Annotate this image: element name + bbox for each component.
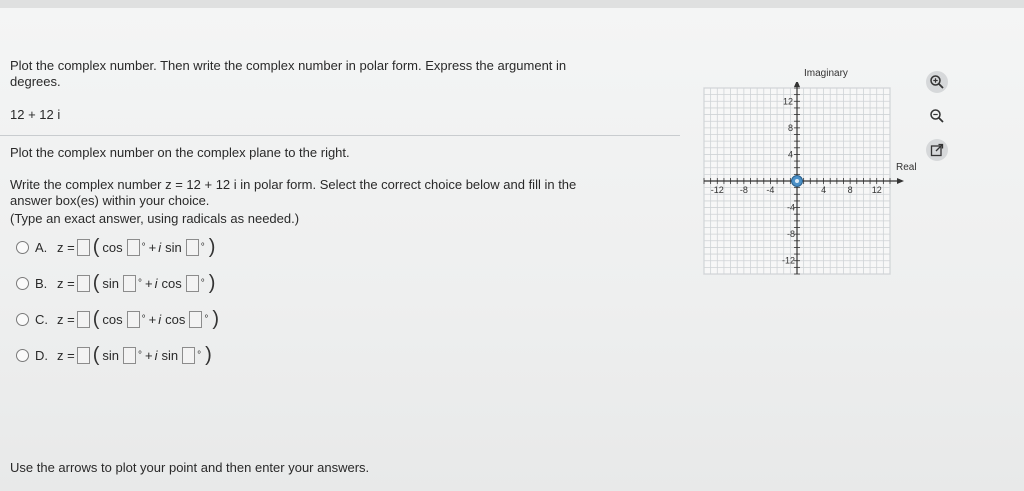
footer-instruction: Use the arrows to plot your point and then enter your answers. [10,460,370,475]
degree-sign: ° [141,241,146,253]
angle-input-1[interactable] [123,275,136,292]
instruction-line-2: degrees. [10,74,61,89]
open-paren: ( [92,236,100,258]
y-tick-label: -12 [781,255,795,266]
x-tick-label: 4 [821,185,827,195]
zoom-out-icon[interactable] [926,105,948,127]
angle-input-1[interactable] [127,239,140,256]
angle-input-1[interactable] [127,311,140,328]
close-paren: ) [205,344,212,366]
write-instruction-1: Write the complex number z = 12 + 12 i in polar form. Select the correct choice below and fill in the [10,177,577,192]
choice-letter: A. [35,239,48,255]
write-instruction-2: answer box(es) within your choice. [10,193,210,208]
modulus-input[interactable] [77,275,90,292]
choice-a[interactable] [16,238,216,256]
choice-letter: B. [35,275,48,291]
imag-unit: i [154,347,158,363]
imaginary-axis-arrow [794,82,800,87]
choice-letter: C. [35,311,48,327]
function-2: sin [165,239,182,255]
angle-input-2[interactable] [189,311,202,328]
complex-number: 12 + 12 i [10,107,61,122]
degree-sign: ° [138,349,143,361]
z-equals: z = [57,275,75,291]
zoom-in-icon[interactable] [926,71,948,93]
z-equals: z = [57,239,75,255]
plus-sign: + [148,239,157,255]
real-axis-arrow [897,178,904,184]
y-tick-label: 8 [787,122,793,133]
x-tick-label: 12 [871,185,882,195]
close-paren: ) [208,236,216,258]
popout-icon[interactable] [926,139,948,161]
imag-unit: i [158,239,162,255]
x-tick-label: 8 [847,185,853,195]
real-axis-label: Real [896,162,917,173]
modulus-input[interactable] [77,239,90,256]
radio-c[interactable] [16,313,29,326]
close-paren: ) [208,272,216,294]
question-panel [0,8,1024,491]
x-tick-label: -4 [766,185,775,195]
function-1: cos [102,239,123,255]
radio-d[interactable] [16,349,29,362]
angle-input-1[interactable] [123,347,136,364]
degree-sign: ° [197,349,202,361]
divider [0,135,680,136]
function-1: cos [102,311,123,327]
radio-a[interactable] [16,241,29,254]
plus-sign: + [148,311,157,327]
choice-b[interactable] [16,274,216,292]
function-2: cos [165,311,186,327]
degree-sign: ° [138,277,143,289]
degree-sign: ° [141,313,146,325]
degree-sign: ° [200,277,205,289]
function-1: sin [102,347,120,363]
radio-b[interactable] [16,277,29,290]
z-equals: z = [57,311,75,327]
plot-point-center [795,179,799,183]
z-equals: z = [57,347,75,363]
imag-unit: i [158,311,162,327]
open-paren: ( [92,308,100,330]
imaginary-axis-label: Imaginary [804,68,848,79]
y-tick-label: -8 [786,229,795,240]
function-1: sin [102,275,120,291]
close-paren: ) [212,308,220,330]
choice-d[interactable] [16,346,213,364]
degree-sign: ° [204,313,209,325]
modulus-input[interactable] [77,347,90,364]
instruction-line-1: Plot the complex number. Then write the complex number in polar form. Express the argument in [10,58,567,73]
y-tick-label: 4 [787,149,793,160]
x-tick-label: -12 [710,185,724,195]
angle-input-2[interactable] [186,275,199,292]
choice-letter: D. [35,347,48,363]
complex-plane-graph[interactable] [700,82,914,282]
angle-input-2[interactable] [186,239,199,256]
y-tick-label: 12 [782,96,793,107]
modulus-input[interactable] [77,311,90,328]
plus-sign: + [145,275,153,291]
x-tick-label: -8 [739,185,748,195]
open-paren: ( [92,344,100,366]
write-instruction-3: (Type an exact answer, using radicals as needed.) [10,211,300,226]
plus-sign: + [145,347,153,363]
function-2: cos [161,275,182,291]
angle-input-2[interactable] [182,347,195,364]
top-bar [0,0,1024,8]
open-paren: ( [92,272,100,294]
imag-unit: i [154,275,158,291]
function-2: sin [161,347,179,363]
degree-sign: ° [200,241,205,253]
plot-instruction: Plot the complex number on the complex plane to the right. [10,145,350,160]
y-tick-label: -4 [786,202,795,213]
choice-c[interactable] [16,310,220,328]
